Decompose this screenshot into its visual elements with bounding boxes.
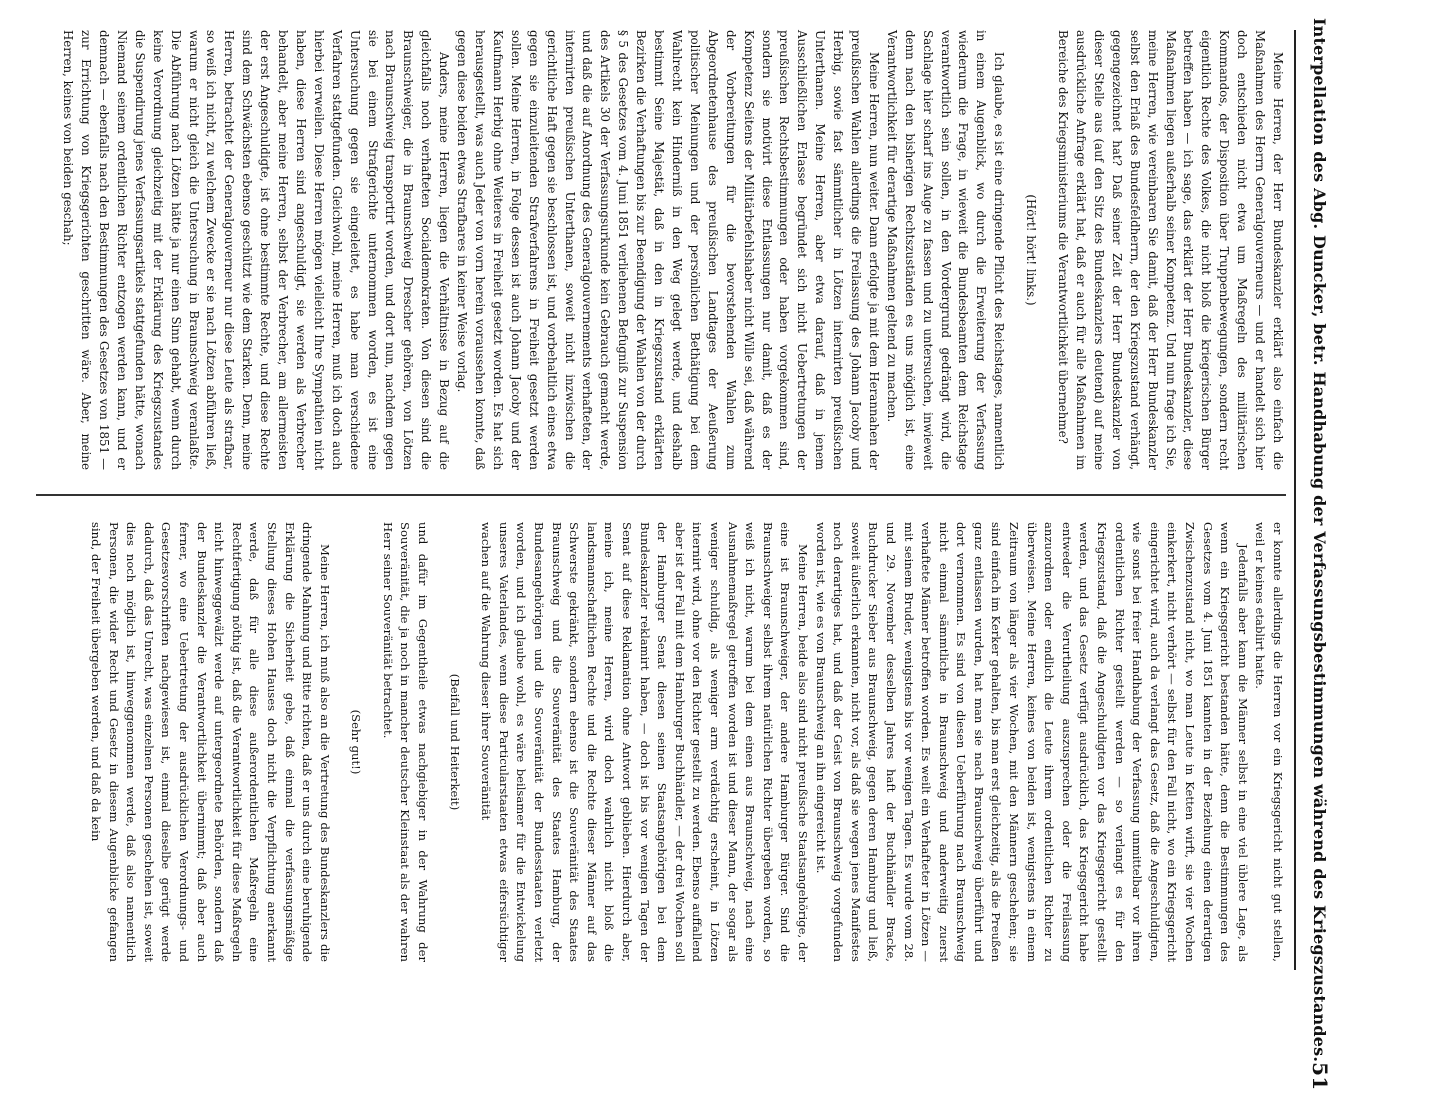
interjection: (Hört! hört! links.) [1024,194,1039,306]
paragraph: Anders, meine Herren, liegen die Verhältnisse in Bezug auf die gleichfalls noch verhafteten Socialdemokraten. Von diesen sind die Braunschweiger, die in Braunschweig Drescher gehören, von Lötzen nach Braunschweig transportirt worden, und dort nun, nachdem gegen sie bei einem Strafgerichte unternommen worden, es ist eine Untersuchung gegen sie eingeleitet, es habe man verschiedene Verfahren stattgefunden. Gleichwohl, meine Herren, muß ich doch auch hierbei verweilen. Diese Herren mögen vielleicht Ihre Sympathien nicht haben, diese Herren sind angeschuldigt, sie werden als Verbrecher behandelt, aber meine Herren, selbst der Verbrecher, am allermeisten der erst Angeschuldigte, ist ohne bestimmte Rechte, und diese Rechte sind dem Schwächsten ebenso geschützt wie dem Starken. Denn, meine Herren, betrachtet der Generalgouverneur nur diese Leute als strafbar, so weiß ich nicht, zu welchem Zwecke er sie nach Lötzen abführen ließ, warum er nicht gleich die Untersuchung in Braunschweig veranlaßte. Die Abführung nach Lötzen hätte ja nur einen Sinn gehabt, wenn durch keine Verordnung gleichzeitig mit der Erklärung des Kriegszustandes die Suspendirung jenes Verfassungsartikels stattgefunden hätte, wonach Niemand seinem ordentlichen Richter entzogen werden kann, und er demnach — ebenfalls nach den Bestimmungen des Gesetzes von 1851 — zur Errichtung von Kriegsgerichten geschritten wäre. Aber, meine Herren, keines von beiden geschah; [61,30,452,470]
paragraph: Meine Herren, ich muß also an die Vertretung des Bundeskanzlers die dringende Mahnung und Bitte richten, daß er uns durch eine beruhigende Erklärung die Sicherheit gebe, daß einmal die verfassungsmäßige Stellung dieses Hohen Hauses doch nicht die Verpflichtung anerkannt werde, daß für alle diese außerordentlichen Maßregeln eine Rechtfertigung nöthig ist, daß die Verantwortlichkeit für diese Maßregeln nicht hinweggewälzt werde auf untergeordnete Behörden, sondern daß der Bundeskanzler die Verantwortlichkeit übernimmt; daß aber auch ferner, wo eine Uebertretung der ausdrücklichen Verordnungs- und Gesetzesvorschriften nachgewiesen ist, einmal dieselbe gerügt werde dadurch, daß das Unrecht, was einzelnen Personen geschehen ist, soweit dies noch möglich ist, hinweggenommen werde, daß also namentlich Personen, die wider Recht und Gesetz in diesem Augenblicke gefangen sind, der Freiheit übergeben werden, und daß da kein [89,522,332,962]
left-column [50,30,1286,470]
interjection: (Sehr gut!) [349,709,364,775]
paragraph: und dafür im Gegentheile etwas nachgiebiger in der Wahrung der Souveränität, die ja noch in mancher deutscher Kleinstaat als der wahren Herr seiner Souveränität betrachtet. [380,522,431,962]
paragraph: Ich glaube, es ist eine dringende Pflicht des Reichstages, namentlich in einem Augenblick, wo durch die Erweiterung der Verfassung wiederum die Frage, in wieweit die Bundesbeamten dem Reichstage verantwortlich sein sollen, in den Vordergrund gedrängt wird, die Sachlage hier scharf ins Auge zu fassen und zu untersuchen, inwieweit denn nach den bisherigen Rechtszuständen es uns möglich ist, eine Verantwortlichkeit für derartige Maßnahmen geltend zu machen. [884,30,1007,470]
paragraph: er konnte allerdings die Herren vor ein Kriegsgericht nicht gut stellen, weil er keines etablirt hatte. [1253,522,1285,962]
header-rule [1294,30,1296,970]
paragraph: Meine Herren, nun weiter. Dann erfolgte ja mit dem Herannahen der preußischen Wahlen allerdings die Freilassung des Johann Jacoby und Herbig, sowie fast sämmtlicher in Lötzen internirten preußischen Unterthanen. Meine Herren, aber etwa darauf, daß in jenem Ausschließlichen Erlasse begründet sich nicht Uebertretungen der preußischen Rechtsbestimmungen oder haben vorgekommen sind, sondern sie motivirt diese Entlassungen nur damit, daß es der Kompetenz Seitens der Militärbefehlshaber nicht Wille sei, daß während der Vorbereitungen für die bevorstehenden Wahlen zum Abgeordnetenhause des preußischen Landtages der Aeußerung politischer Meinungen und der persönlichen Bethätigung bei dem Wahlrecht kein Hinderniß in den Weg gelegt werde, und deshalb bestimmt Seine Majestät, daß in den in Kriegszustand erklärten Bezirken die Verhaftungen bis zur Beendigung der Wahlen von der durch § 5 des Gesetzes vom 4. Juni 1851 verliehenen Befugniß zur Suspension des Artikels 30 der Verfassungsurkunde kein Gebrauch gemacht werde, und daß die auf Anordnung des Generalgouvernements verhafteten, der internirten preußischen Unterthanen, soweit nicht inzwischen die gerichtliche Haft gegen sie beschlossen ist, und vorbehaltlich eines etwa gegen sie einzuleitenden Strafverfahrens in Freiheit gesetzt werden sollen. Meine Herren, in Folge dessen ist auch Johann Jacoby und der Kaufmann Herbig ohne Weiteres in Freiheit gesetzt worden. Es hat sich herausgestellt, was auch Jeder von vorn herein voraussehen konnte, daß gegen diese beiden etwas Strafbares in keiner Weise vorlag. [455,30,881,470]
right-column [56,522,1286,962]
page-number: 51 [1308,1062,1332,1091]
paragraph: Meine Herren, beide also sind nicht preußische Staatsangehörige, der eine ist Braunschweiger, der andere Hamburger Bürger. Sind die Braunschweiger selbst ihrem natürlichen Richter übergeben worden, so weiß ich nicht, warum bei dem einen aus Braunschweig, nach eine Ausnahmemaßregel getroffen worden ist und dieser Mann, der sogar als weniger schuldig, als weniger arm verdächtig erscheint, in Lötzen internirt wird, ohne vor den Richter gestellt zu werden. Ebenso auffallend aber ist der Fall mit dem Hamburger Buchhändler, — der drei Wochen soll der Hamburger Senat diesen seinen Staatsangehörigen bei dem Bundeskanzler reklamirt haben, — doch ist bis vor wenigen Tagen der Senat auf diese Reklamation ohne Antwort geblieben. Hierdurch aber, meine ich, meine Herren, wird doch wahrlich nicht bloß die landsmannschaftlichen Rechte und die Rechte dieser Männer auf das Schwerste gekränkt, sondern ebenso ist die Souveränität des Staates Braunschweig und die Souveränität des Staates Hamburg, der Bundesangehörigen und die Souveränität der Bundesstaaten verletzt worden, und ich glaube wohl, es wäre beilsamer für die Entwickelung unseres Vaterlandes, wenn diese Particularstaaten etwas eifersüchtiger wachen auf die Wahrung dieser ihrer Souveränität [479,522,810,962]
interjection: (Beifall und Heiterkeit) [447,673,462,811]
column-divider [36,494,1286,496]
paragraph: Meine Herren, der Herr Bundeskanzler erklärt also einfach die Maßnahmen des Herrn Generalgouverneurs — und er handelt sich hier doch entschieden nicht etwa um Maßregeln des militärischen Kommandos, der Disposition über Truppenbewegungen, sondern recht eigentlich Rechte des Volkes, die nicht bloß die kriegerischen Bürger betreffen haben — ich sage, das erklärt der Herr Bundeskanzler, diese Maßnahmen liegen außerhalb seiner Kompetenz. Und nun frage ich Sie, meine Herren, wie vereinbaren Sie damit, daß der Herr Bundeskanzler selbst den Erlaß des Bundesfeldherrn, der den Kriegszustand verhängt, gegengezeichnet hat? Daß seiner Zeit der Herr Bundeskanzler von dieser Stelle aus (auf den Sitz des Bundeskanzlers deutend) auf meine ausdrückliche Anfrage erklärt hat, daß er auch für alle Maßnahmen im Bereiche des Kriegsministeriums die Verantwortlichkeit übernehme? [1056,30,1285,470]
running-title: Interpellation des Abg. Duncker, betr. Handhabung der Verfassungsbestimmungen während des Kriegszustandes. [1310,18,1330,1063]
paragraph: Jedenfalls aber kann die Männer selbst in eine viel üblere Lage, als wenn ein Kriegsgericht bestanden hätte, denn die Bestimmungen des Gesetzes vom 4. Juni 1851 kannten in der Beziehung einen derartigen Zwischenzustand nicht, wo man Leute in Ketten wirft, sie vier Wochen einkerkert, nicht verhört — selbst für den Fall nicht, wo ein Kriegsgericht eingerichtet wird, auch da verlangt das Gesetz, daß die Angeschuldigten, wie sonst bei freier Handhabung der Verfassung unmittelbar vor ihren ordentlichen Richter gestellt werden — so verlangt es für den Kriegszustand, daß die Angeschuldigten vor das Kriegsgericht gestellt werden, und das Gesetz verfügt ausdrücklich, das Kriegsgericht habe entweder die Verurtheilung auszusprechen oder die Freilassung anzuordnen oder endlich die Leute ihrem ordentlichen Richter zu überweisen. Meine Herren, keines von beiden ist, wenigstens in einem Zeitraum von länger als vier Wochen, mit den Männern geschehen; sie sind einfach im Kerker gehalten, bis man erst gleichzeitig, als die Preußen ganz entlassen wurden, hat man sie nach Braunschweig überführt und dort vernommen. Es sind von diesen Ueberführung nach Braunschweig nicht einmal sämmtliche in Braunschweig und anderweitig zuerst verhaftete Männer betroffen worden. Es weilt ein Verhafteter in Lötzen — mit seinem Bruder, wenigstens bis vor wenigen Tagen. Es wurde vom 28. und 29. November desselben Jahres haft der Buchhändler Bracke, Buchdrucker Sieber aus Braunschweig, gegen deren Hamburg und ließ, soweit äußerlich erkannten, nicht vor, als daß sie wegen jenes Manifestes noch derartiges hat, und daß der Geist von Braunschweig vorgefunden worden ist, wie es von Braunschweig an ihn eingereicht ist. [813,522,1250,962]
page-header [1300,18,1340,1091]
